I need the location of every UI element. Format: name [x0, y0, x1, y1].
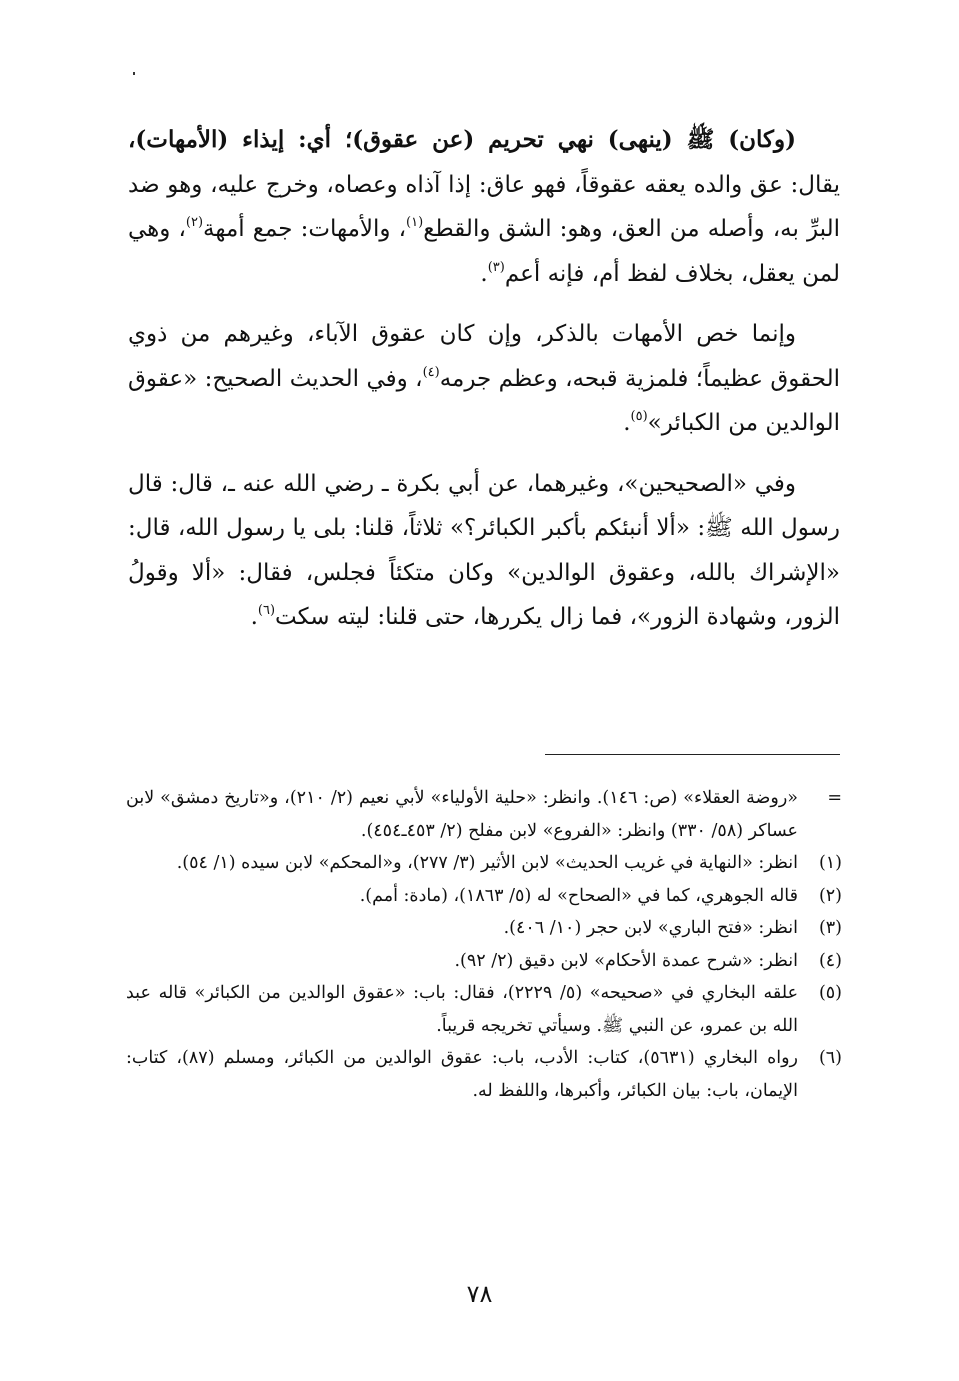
page-number: ٧٨ — [466, 1280, 493, 1308]
footnote-marker: = — [827, 788, 842, 808]
footnote-text: انظر: «شرح عمدة الأحكام» لابن دقيق (٢/ ٩٢). — [454, 950, 798, 971]
footnote-ref-1: (١) — [406, 215, 424, 230]
paragraph-1-end: . — [480, 260, 488, 287]
paragraph-3-text: وفي «الصحيحين»، وغيرهما، عن أبي بكرة ـ رضي الله عنه ـ، قال: قال رسول الله ﷺ: «ألا أنبئكم بأكبر الكبائر؟» ثلاثاً، قلنا: بلى يا رسول الله، قال: «الإشراك بالله، وعقوق الوالدين» وكان متكئاً فجلس، فقال: «ألا وقولُ الزور، وشهادة الزور»، فما زال يكررها، حتى قلنا: ليته سكت — [128, 470, 840, 630]
footnote-ref-6: (٦) — [257, 603, 276, 618]
paragraph-2-text-2: ، وفي الحديث الصحيح: «عقوق الوالدين من الكبائر» — [128, 365, 840, 436]
footnote-number: (١) — [818, 853, 842, 873]
footnote-ref-2: (٢) — [185, 215, 204, 230]
footnote-number: (٣) — [818, 918, 842, 938]
paragraph-1-text-3: ، وهي لمن يعقل، بخلاف لفظ أم، فإنه أعم — [128, 216, 840, 287]
footnote-text: قاله الجوهري، كما في «الصحاح» له (٥/ ١٨٦٣)، (مادة: أمم). — [359, 885, 798, 906]
footnote-5 — [126, 977, 842, 1042]
paragraph-1-opening: (وكان) ﷺ (ينهى) نهي تحريم (عن عقوق)؛ أي: إيذاء (الأمهات)، — [128, 126, 796, 153]
footnote-ref-4: (٤) — [422, 364, 440, 380]
ink-speck — [133, 72, 135, 75]
paragraph-1 — [128, 118, 840, 296]
footnote-3 — [126, 912, 842, 945]
footnote-continuation — [126, 782, 842, 847]
paragraph-3-end: . — [250, 604, 258, 630]
footnote-text: رواه البخاري (٥٦٣١)، كتاب: الأدب، باب: عقوق الوالدين من الكبائر، ومسلم (٨٧)، كتاب: الإيمان، باب: بيان الكبائر، وأكبرها، واللفظ له. — [126, 1048, 799, 1101]
footnote-6 — [126, 1042, 842, 1107]
footnote-number: (٤) — [818, 950, 842, 971]
footnote-text: انظر: «النهاية في غريب الحديث» لابن الأثير (٣/ ٢٧٧)، و«المحكم» لابن سيده (١/ ٥٤). — [176, 853, 798, 873]
paragraph-2-end: . — [623, 410, 631, 436]
paragraph-2 — [128, 312, 840, 446]
paragraph-1-text-2: ، والأمهات: جمع أمهة — [203, 216, 407, 242]
footnote-text: انظر: «فتح الباري» لابن حجر (١٠/ ٤٠٦). — [503, 918, 798, 938]
footnote-number: (٥) — [818, 983, 842, 1003]
footnote-text: «روضة العقلاء» (ص: ١٤٦). وانظر: «حلية الأولياء» لأبي نعيم (٢/ ٢١٠)، و«تاريخ دمشق» لابن عساكر (٥٨/ ٣٣٠) وانظر: «الفروع» لابن مفلح (٢/ ٤٥٣ـ٤٥٤). — [126, 788, 798, 841]
footnote-2 — [126, 880, 842, 913]
footnote-ref-3: (٣) — [487, 259, 505, 275]
paragraph-3 — [128, 462, 840, 640]
footnote-number: (٦) — [818, 1048, 842, 1068]
paragraph-1-text: يقال: عق والده يعقه عقوقاً، فهو عاق: إذا آذاه وعصاه، وخرج عليه، وهو ضد البرِّ به، وأصله من العق، وهو: الشق والقطع — [128, 171, 840, 242]
main-text — [128, 118, 840, 656]
footnotes — [126, 782, 842, 1107]
footnote-ref-5: (٥) — [630, 409, 648, 424]
footnote-separator — [545, 754, 840, 755]
footnote-1 — [126, 847, 842, 880]
footnote-4 — [126, 945, 842, 978]
footnote-text: علقه البخاري في «صحيحه» (٥/ ٢٢٢٩)، فقال: باب: «عقوق الوالدين من الكبائر» قاله عبد الله بن عمرو، عن النبي ﷺ. وسيأتي تخريجه قريباً. — [126, 983, 799, 1036]
footnote-number: (٢) — [818, 885, 842, 906]
paragraph-2-text: وإنما خص الأمهات بالذكر، وإن كان عقوق الآباء، وغيرهم من ذوي الحقوق عظيماً؛ فلمزية قبحه، وعظم جرمه — [128, 321, 840, 392]
